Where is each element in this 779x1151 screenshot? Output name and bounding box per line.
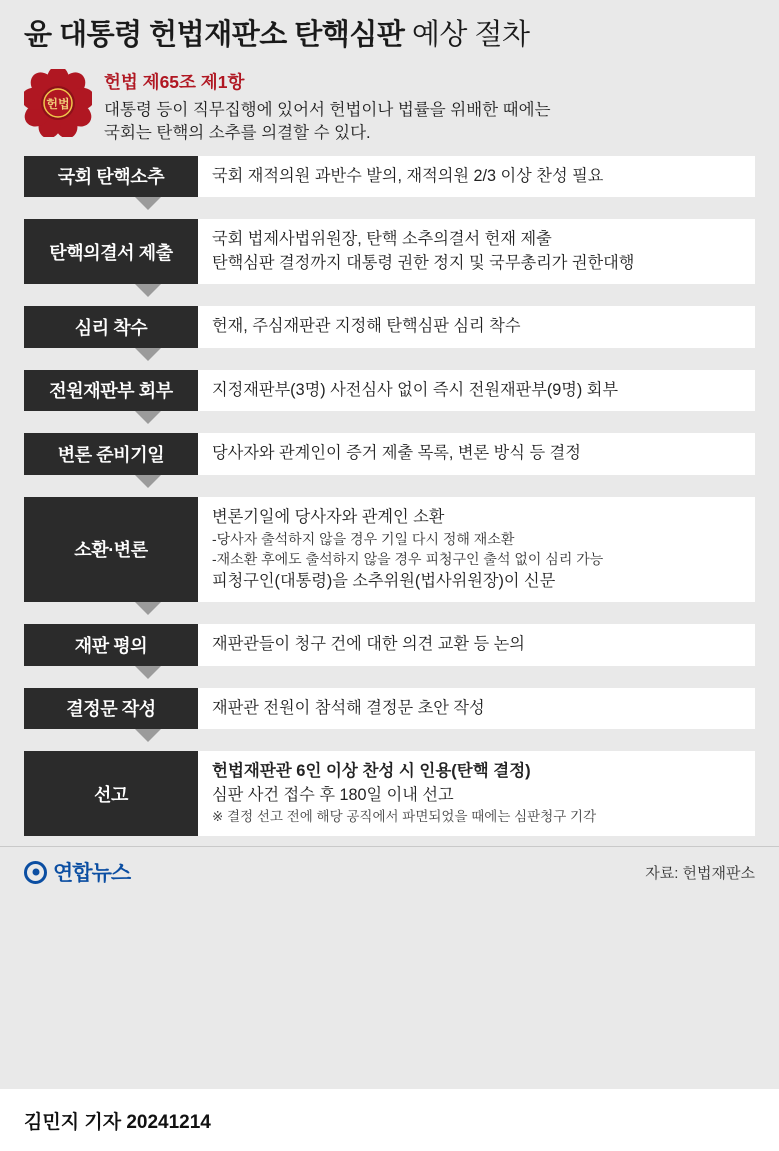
flow-step-line: -재소환 후에도 출석하지 않을 경우 피청구인 출석 없이 심리 가능 [212, 551, 604, 568]
flow-step [24, 688, 755, 729]
flow-step [24, 306, 755, 347]
flow-step-line: -당사자 출석하지 않을 경우 기일 다시 정해 재소환 [212, 531, 515, 548]
flow-step [24, 156, 755, 197]
flow-step-label: 탄핵의결서 제출 [24, 219, 198, 284]
flow-step-description [198, 497, 755, 603]
flow-step-label: 재판 평의 [24, 624, 198, 665]
law-article-title: 헌법 제65조 제1항 [104, 71, 245, 92]
flow-step-label: 변론 준비기일 [24, 433, 198, 474]
flow-step [24, 751, 755, 836]
flow-step-description [198, 219, 755, 284]
flow-step-label: 전원재판부 회부 [24, 370, 198, 411]
national-emblem-icon [24, 69, 92, 137]
title-bar [0, 0, 779, 61]
flow-step [24, 497, 755, 603]
flow-step-line: 당사자와 관계인이 증거 제출 목록, 변론 방식 등 결정 [212, 444, 581, 463]
source-note: 자료: 헌법재판소 [645, 864, 755, 882]
flow-step [24, 624, 755, 665]
flow-arrow-icon [24, 348, 755, 370]
footer [0, 846, 779, 893]
flow-step-description [198, 156, 755, 197]
flow-step-line: 변론기일에 당사자와 관계인 소환 [212, 507, 445, 526]
flow-step-description [198, 624, 755, 665]
flow-step-label: 국회 탄핵소추 [24, 156, 198, 197]
law-body-line-2: 국회는 탄핵의 소추를 의결할 수 있다. [104, 124, 371, 143]
flow-step-line: 헌법재판관 6인 이상 찬성 시 인용(탄핵 결정) [212, 762, 531, 781]
flow-step-description [198, 751, 755, 836]
law-text [104, 67, 551, 146]
flow-step [24, 370, 755, 411]
flow-step-description [198, 433, 755, 474]
flow-step-line: 탄핵심판 결정까지 대통령 권한 정지 및 국무총리가 권한대행 [212, 253, 635, 272]
flow-step [24, 433, 755, 474]
flow-arrow-icon [24, 411, 755, 433]
flow-step-line: ※ 결정 선고 전에 해당 공직에서 파면되었을 때에는 심판청구 기각 [212, 809, 597, 825]
flow-step-line: 국회 재적의원 과반수 발의, 재적의원 2/3 이상 찬성 필요 [212, 166, 604, 185]
flow-step-description [198, 306, 755, 347]
flow-arrow-icon [24, 602, 755, 624]
flow-arrow-icon [24, 666, 755, 688]
flow-step [24, 219, 755, 284]
page-title [24, 18, 755, 53]
law-body-line-1: 대통령 등이 직무집행에 있어서 헌법이나 법률을 위배한 때에는 [104, 100, 551, 119]
agency-name: 연합뉴스 [53, 862, 131, 886]
flow-arrow-icon [24, 475, 755, 497]
emblem-label: 헌법 [46, 96, 70, 111]
flow-step-line: 피청구인(대통령)을 소추위원(법사위원장)이 신문 [212, 571, 556, 590]
flow-step-description [198, 370, 755, 411]
flow-arrow-icon [24, 197, 755, 219]
page-title-strong: 윤 대통령 헌법재판소 탄핵심판 [24, 19, 405, 51]
flow-step-label: 소환·변론 [24, 497, 198, 603]
page-title-light: 예상 절차 [404, 19, 530, 51]
byline-band [0, 1089, 779, 1151]
flow-step-line: 지정재판부(3명) 사전심사 없이 즉시 전원재판부(9명) 회부 [212, 380, 619, 399]
flow-step-label: 결정문 작성 [24, 688, 198, 729]
flow-step-line: 국회 법제사법위원장, 탄핵 소추의결서 헌재 제출 [212, 230, 552, 249]
byline: 김민지 기자 20241214 [24, 1111, 211, 1133]
flow-step-line: 재판관 전원이 참석해 결정문 초안 작성 [212, 698, 485, 717]
flow-step-line: 재판관들이 청구 건에 대한 의견 교환 등 논의 [212, 635, 525, 654]
yonhap-logo-icon [24, 861, 47, 884]
flow-step-description [198, 688, 755, 729]
law-callout [0, 61, 779, 156]
flow-step-line: 심판 사건 접수 후 180일 이내 선고 [212, 786, 454, 804]
flow-arrow-icon [24, 729, 755, 751]
flow-step-label: 심리 착수 [24, 306, 198, 347]
process-flow [0, 156, 779, 836]
agency-logo [24, 857, 130, 887]
flow-arrow-icon [24, 284, 755, 306]
flow-step-line: 헌재, 주심재판관 지정해 탄핵심판 심리 착수 [212, 317, 521, 336]
flow-step-label: 선고 [24, 751, 198, 836]
